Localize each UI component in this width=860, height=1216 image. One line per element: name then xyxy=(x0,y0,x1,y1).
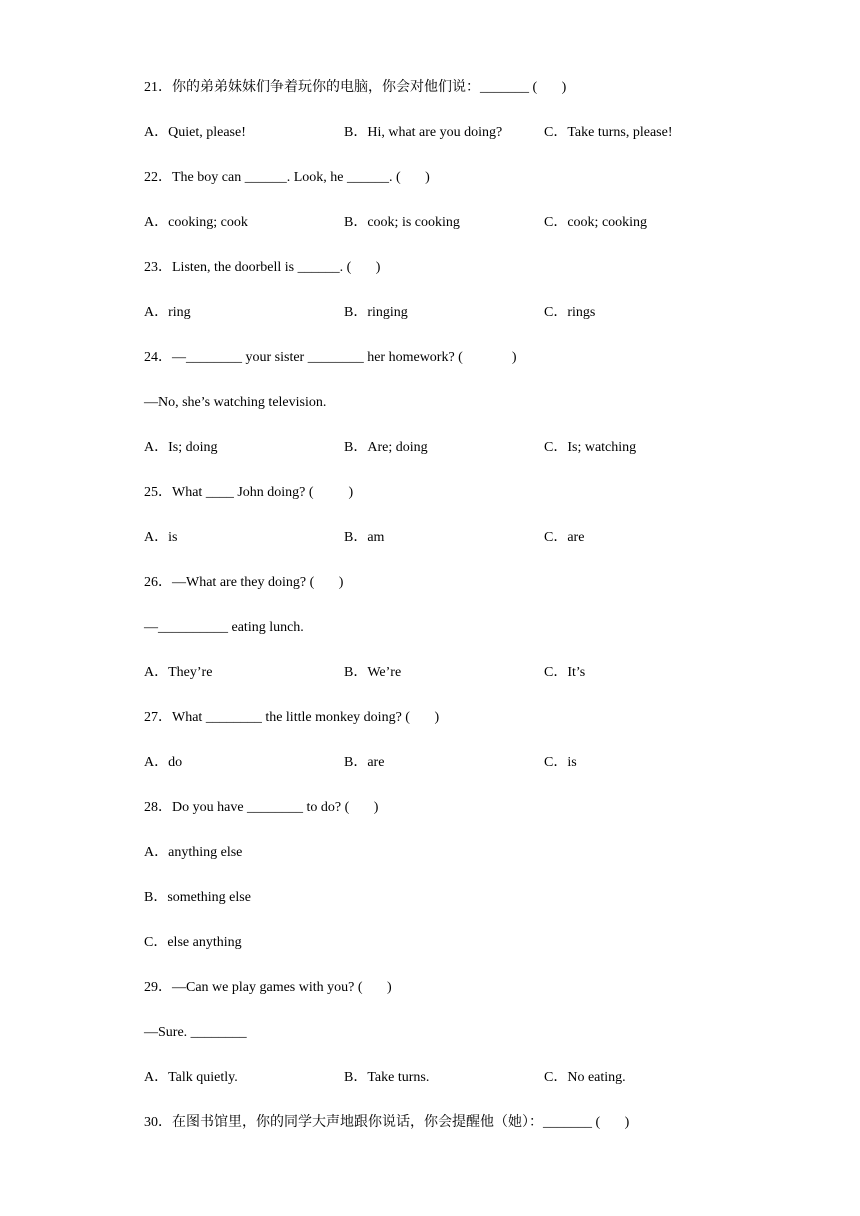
option-a: A．ring xyxy=(144,305,191,320)
question-26-answer: —__________ eating lunch. xyxy=(144,620,304,635)
option-b: B．ringing xyxy=(344,305,408,320)
question-24-answer: —No, she’s watching television. xyxy=(144,395,327,410)
question-26-options xyxy=(144,663,586,683)
question-22-stem: 22．The boy can ______. Look, he ______. ( ) xyxy=(144,170,430,185)
question-24-options xyxy=(144,438,637,458)
option-c: C．is xyxy=(544,755,577,770)
question-21-stem: 21．你的弟弟妹妹们争着玩你的电脑，你会对他们说：_______ ( ) xyxy=(144,80,567,95)
option-b: B．Take turns. xyxy=(344,1070,430,1085)
question-30-stem: 30．在图书馆里，你的同学大声地跟你说话，你会提醒他（她）：_______ ( ) xyxy=(144,1115,630,1130)
option-c: C．No eating. xyxy=(544,1070,626,1085)
option-b: B．cook; is cooking xyxy=(344,215,460,230)
question-25-stem: 25．What ____ John doing? ( ) xyxy=(144,485,354,500)
option-c: C．cook; cooking xyxy=(544,215,648,230)
question-25-options xyxy=(144,528,585,548)
option-b: B．am xyxy=(344,530,385,545)
question-26-stem: 26．—What are they doing? ( ) xyxy=(144,575,344,590)
option-c: C．else anything xyxy=(144,935,242,950)
option-a: A．They’re xyxy=(144,665,213,680)
question-23-stem: 23．Listen, the doorbell is ______. ( ) xyxy=(144,260,381,275)
option-a: A．Quiet, please! xyxy=(144,125,246,140)
option-a: A．cooking; cook xyxy=(144,215,248,230)
question-23-options xyxy=(144,303,596,323)
question-27-stem: 27．What ________ the little monkey doing? ( ) xyxy=(144,710,440,725)
option-a: A．Talk quietly. xyxy=(144,1070,238,1085)
option-c: C．Is; watching xyxy=(544,440,637,455)
question-28-stem: 28．Do you have ________ to do? ( ) xyxy=(144,800,379,815)
option-a: A．do xyxy=(144,755,183,770)
question-22-options xyxy=(144,213,648,233)
question-21-options xyxy=(144,123,673,143)
question-29-options xyxy=(144,1068,626,1088)
option-c: C．rings xyxy=(544,305,596,320)
option-a: A．Is; doing xyxy=(144,440,218,455)
option-a: A．is xyxy=(144,530,178,545)
option-a: A．anything else xyxy=(144,845,243,860)
option-b: B．are xyxy=(344,755,385,770)
option-b: B．Hi, what are you doing? xyxy=(344,125,503,140)
option-b: B．We’re xyxy=(344,665,402,680)
option-b: B．Are; doing xyxy=(344,440,428,455)
option-c: C．Take turns, please! xyxy=(544,125,673,140)
question-29-answer: —Sure. ________ xyxy=(144,1025,247,1040)
option-c: C．are xyxy=(544,530,585,545)
question-29-stem: 29．—Can we play games with you? ( ) xyxy=(144,980,392,995)
option-b: B．something else xyxy=(144,890,251,905)
question-27-options xyxy=(144,753,577,773)
question-24-stem: 24．—________ your sister ________ her homework? ( ) xyxy=(144,350,517,365)
option-c: C．It’s xyxy=(544,665,586,680)
